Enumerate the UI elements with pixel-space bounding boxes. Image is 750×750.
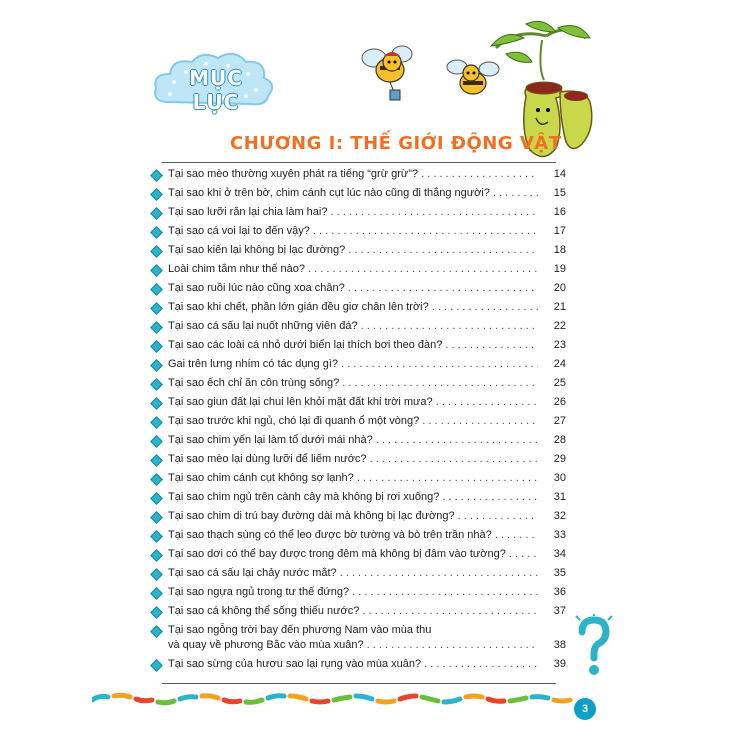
toc-page-number: 30 — [553, 472, 566, 484]
toc-entry[interactable] — [146, 317, 576, 336]
toc-entry[interactable] — [146, 488, 576, 507]
diamond-bullet-icon — [150, 226, 163, 239]
toc-entry-text: Tại sao ruồi lúc nào cũng xoa chân? . . . — [168, 282, 538, 294]
toc-page-number: 37 — [553, 605, 566, 617]
toc-entry[interactable] — [146, 545, 576, 564]
toc-entry-text: Tại sao giun đất lại chui lên khỏi mặt đất khi trời mưa? . . . — [168, 396, 538, 408]
toc-entry-text: Tại sao chim cánh cụt không sợ lạnh? . . . — [168, 472, 538, 484]
page-number: 3 — [574, 698, 596, 720]
toc-entry[interactable] — [146, 507, 576, 526]
bee-icon — [360, 40, 430, 105]
toc-page-number: 31 — [553, 491, 566, 503]
toc-entry-text-line1: Tại sao ngỗng trời bay đến phương Nam vào mùa thu — [168, 624, 432, 636]
toc-entry[interactable] — [146, 393, 576, 412]
toc-entry[interactable] — [146, 450, 576, 469]
toc-entry[interactable] — [146, 526, 576, 545]
toc-page-number: 34 — [553, 548, 566, 560]
diamond-bullet-icon — [150, 188, 163, 201]
toc-entry[interactable] — [146, 621, 576, 655]
toc-entry[interactable] — [146, 583, 576, 602]
diamond-bullet-icon — [150, 264, 163, 277]
toc-entry-text: Tại sao kiến lại không bị lạc đường? . . . — [168, 244, 538, 256]
toc-entry-text: Tại sao ếch chỉ ăn côn trùng sống? . . . — [168, 377, 538, 389]
toc-entry-text: Tại sao lưỡi rắn lại chia làm hai? . . . — [168, 206, 538, 218]
toc-page-number: 16 — [553, 206, 566, 218]
toc-entry-text: Tại sao trước khi ngủ, chó lại đi quanh ổ một vòng? . . . — [168, 415, 538, 427]
toc-page-number: 32 — [553, 510, 566, 522]
toc-entry-text: Loài chim tắm như thế nào? . . . — [168, 263, 538, 275]
toc-page-number: 25 — [553, 377, 566, 389]
diamond-bullet-icon — [150, 473, 163, 486]
toc-entry-text: Tại sao chim ngủ trên cành cây mà không bị rơi xuống? . . . — [168, 491, 538, 503]
diamond-bullet-icon — [150, 659, 163, 672]
diamond-bullet-icon — [150, 511, 163, 524]
toc-entry-text: Tại sao các loài cá nhỏ dưới biển lại thích bơi theo đàn? . . . — [168, 339, 538, 351]
toc-page-number: 17 — [553, 225, 566, 237]
toc-entry-text: Tại sao chim di trú bay đường dài mà không bị lạc đường? . . . — [168, 510, 538, 522]
decorative-wave — [92, 680, 592, 710]
toc-entry-text: và quay về phương Bắc vào mùa xuân? . . . — [168, 639, 538, 651]
toc-entry-text: Tại sao chim yến lại làm tổ dưới mái nhà? . . . — [168, 434, 538, 446]
toc-page-number: 27 — [553, 415, 566, 427]
diamond-bullet-icon — [150, 549, 163, 562]
toc-page-number: 29 — [553, 453, 566, 465]
toc-page-number: 18 — [553, 244, 566, 256]
diamond-bullet-icon — [150, 454, 163, 467]
toc-entry[interactable] — [146, 203, 576, 222]
toc-page-number: 38 — [553, 639, 566, 651]
toc-entry[interactable] — [146, 279, 576, 298]
diamond-bullet-icon — [150, 321, 163, 334]
toc-entry[interactable] — [146, 431, 576, 450]
toc-page-number: 20 — [553, 282, 566, 294]
toc-page-number: 35 — [553, 567, 566, 579]
toc-entry[interactable] — [146, 412, 576, 431]
toc-page-number: 36 — [553, 586, 566, 598]
toc-page-number: 21 — [553, 301, 566, 313]
toc-entry-text: Tại sao sừng của hươu sao lại rụng vào mùa xuân? . . . — [168, 658, 538, 670]
toc-page-number: 22 — [553, 320, 566, 332]
diamond-bullet-icon — [150, 378, 163, 391]
diamond-bullet-icon — [150, 416, 163, 429]
diamond-bullet-icon — [150, 606, 163, 619]
toc-page-number: 39 — [553, 658, 566, 670]
toc-entry-text: Tại sao mèo lại dùng lưỡi để liếm nước? . . . — [168, 453, 538, 465]
toc-entry-text: Tại sao khi chết, phần lớn gián đều giơ chân lên trời? . . . — [168, 301, 538, 313]
toc-entry[interactable] — [146, 184, 576, 203]
toc-page-number: 15 — [553, 187, 566, 199]
diamond-bullet-icon — [150, 587, 163, 600]
toc-page-number: 26 — [553, 396, 566, 408]
diamond-bullet-icon — [150, 340, 163, 353]
toc-entry-text: Tại sao mèo thường xuyên phát ra tiếng “grừ grừ”? . . . — [168, 168, 538, 180]
toc-entry-text: Gai trên lưng nhím có tác dụng gì? . . . — [168, 358, 538, 370]
toc-page-number: 23 — [553, 339, 566, 351]
toc-entry[interactable] — [146, 222, 576, 241]
toc-entry-text: Tại sao ngựa ngủ trong tư thế đứng? . . . — [168, 586, 538, 598]
toc-entry-text: Tại sao cá sấu lại nuốt những viên đá? . . . — [168, 320, 538, 332]
diamond-bullet-icon — [150, 568, 163, 581]
question-mark-icon — [572, 614, 616, 678]
toc-page-number: 28 — [553, 434, 566, 446]
toc-entry-text: Tại sao cá không thể sống thiếu nước? . . . — [168, 605, 538, 617]
diamond-bullet-icon — [150, 397, 163, 410]
toc-entry-text: Tại sao khi ở trên bờ, chim cánh cụt lúc nào cũng đi thẳng người? . . . — [168, 187, 538, 199]
toc-entry[interactable] — [146, 165, 576, 184]
toc-entry[interactable] — [146, 469, 576, 488]
toc-page-number: 24 — [553, 358, 566, 370]
toc-entry-text: Tại sao dơi có thể bay được trong đêm mà không bị đâm vào tường? . . . — [168, 548, 538, 560]
toc-entry-text: Tại sao thạch sùng có thể leo được bờ tường và bò trên trần nhà? . . . — [168, 529, 538, 541]
diamond-bullet-icon — [150, 492, 163, 505]
toc-page-number: 19 — [553, 263, 566, 275]
diamond-bullet-icon — [150, 169, 163, 182]
toc-entry[interactable] — [146, 241, 576, 260]
toc-entry[interactable] — [146, 260, 576, 279]
page-title: MỤC LỤC — [189, 66, 243, 114]
diamond-bullet-icon — [150, 435, 163, 448]
diamond-bullet-icon — [150, 625, 163, 638]
toc-entry-text: Tại sao cá sấu lại chảy nước mắt? . . . — [168, 567, 538, 579]
toc-entry[interactable] — [146, 655, 576, 674]
divider — [162, 162, 556, 163]
diamond-bullet-icon — [150, 530, 163, 543]
diamond-bullet-icon — [150, 245, 163, 258]
diamond-bullet-icon — [150, 207, 163, 220]
toc-entry[interactable] — [146, 602, 576, 621]
diamond-bullet-icon — [150, 359, 163, 372]
diamond-bullet-icon — [150, 283, 163, 296]
toc-entry-text: Tại sao cá voi lại to đến vậy? . . . — [168, 225, 538, 237]
toc-entry[interactable] — [146, 374, 576, 393]
toc-entry[interactable] — [146, 564, 576, 583]
chapter-title: CHƯƠNG I: THẾ GIỚI ĐỘNG VẬT — [230, 133, 562, 154]
diamond-bullet-icon — [150, 302, 163, 315]
toc-entry[interactable] — [146, 355, 576, 374]
toc-entry[interactable] — [146, 336, 576, 355]
toc-page-number: 14 — [553, 168, 566, 180]
toc-page-number: 33 — [553, 529, 566, 541]
toc-entry[interactable] — [146, 298, 576, 317]
table-of-contents — [146, 165, 576, 674]
